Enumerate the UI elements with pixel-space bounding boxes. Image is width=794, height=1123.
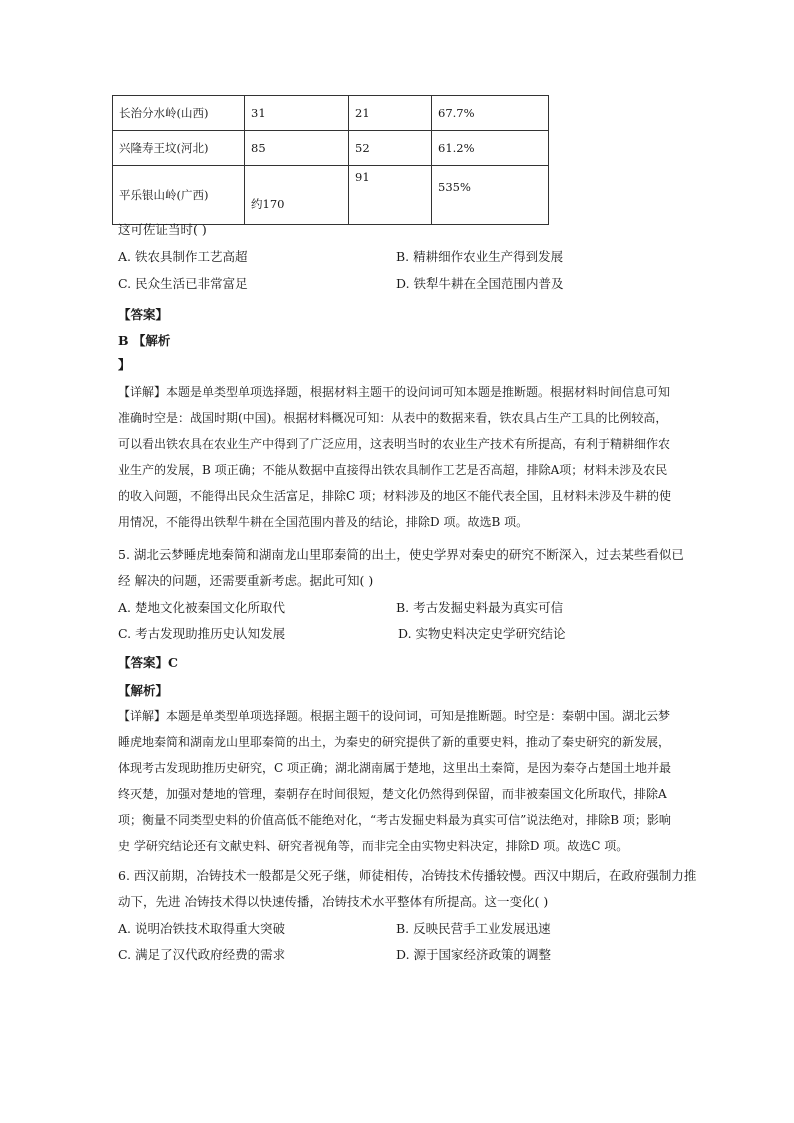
option-a: A. 楚地文化被秦国文化所取代 <box>118 600 285 615</box>
detail-line: 准确时空是：战国时期(中国)。根据材料概况可知：从表中的数据来看，铁农具占生产工具的比例较高， <box>118 411 668 425</box>
detail-line: 的收入问题，不能得出民众生活富足，排除C 项；材料涉及的地区不能代表全国，且材料未涉及牛耕的使 <box>118 489 672 503</box>
table-cell: 91 <box>349 166 432 225</box>
question-stem: 经 解决的问题，还需要重新考虑。据此可知( ) <box>118 573 374 588</box>
detail-line: 【详解】本题是单类型单项选择题，根据材料主题干的设问词可知本题是推断题。根据材料时间信息可知 <box>118 385 671 399</box>
bracket-close: 】 <box>118 357 131 372</box>
table-cell: 85 <box>245 131 349 166</box>
answer-line: 【答案】C <box>118 655 178 670</box>
table-row <box>113 96 549 131</box>
detail-line: 用情况，不能得出铁犁牛耕在全国范围内普及的结论，排除D 项。故选B 项。 <box>118 515 529 529</box>
question-stem: 5. 湖北云梦睡虎地秦简和湖南龙山里耶秦简的出土，使史学界对秦史的研究不断深入，过去某些看似已 <box>118 547 684 562</box>
option-c: C. 满足了汉代政府经费的需求 <box>118 947 286 962</box>
question-stem: 6. 西汉前期，冶铸技术一般都是父死子继，师徒相传，冶铸技术传播较慢。西汉中期后，在政府强制力推 <box>118 868 697 883</box>
detail-line: 终灭楚，加强对楚地的管理，秦朝存在时间很短，楚文化仍然得到保留，而非被秦国文化所取代，排除A <box>118 787 667 801</box>
table-cell: 21 <box>349 96 432 131</box>
detail-line: 可以看出铁农具在农业生产中得到了广泛应用，这表明当时的农业生产技术有所提高，有利于精耕细作农 <box>118 437 671 451</box>
option-b: B. 考古发掘史料最为真实可信 <box>396 600 564 615</box>
option-a: A. 说明冶铁技术取得重大突破 <box>118 921 285 936</box>
table-cell: 31 <box>245 96 349 131</box>
table-row <box>113 166 549 225</box>
table-cell: 平乐银山岭(广西) <box>113 166 245 225</box>
table-cell: 61.2% <box>432 131 549 166</box>
table-cell: 长治分水岭(山西) <box>113 96 245 131</box>
data-table <box>112 95 549 225</box>
table-cell: 约170 <box>245 166 349 225</box>
table-cell: 535% <box>432 166 549 225</box>
detail-line: 史 学研究结论还有文献史料、研究者视角等，而非完全由实物史料决定，排除D 项。故选C 项。 <box>118 839 629 853</box>
option-c: C. 考古发现助推历史认知发展 <box>118 626 286 641</box>
option-b: B. 反映民营手工业发展迅速 <box>396 921 551 936</box>
analysis-label: 【解析】 <box>118 683 169 698</box>
answer-label: 【答案】 <box>118 307 169 322</box>
table-cell: 52 <box>349 131 432 166</box>
table-cell: 兴隆寿王坟(河北) <box>113 131 245 166</box>
table-cell: 67.7% <box>432 96 549 131</box>
option-a: A. 铁农具制作工艺高超 <box>118 249 248 264</box>
table-row <box>113 131 549 166</box>
detail-line: 【详解】本题是单类型单项选择题。根据主题干的设问词，可知是推断题。时空是：秦朝中国。湖北云梦 <box>118 709 671 723</box>
detail-line: 睡虎地秦简和湖南龙山里耶秦简的出土，为秦史的研究提供了新的重要史料，推动了秦史研究的新发展， <box>118 735 671 749</box>
option-d: D. 实物史料决定史学研究结论 <box>398 626 566 641</box>
option-c: C. 民众生活已非常富足 <box>118 276 248 291</box>
option-d: D. 铁犁牛耕在全国范围内普及 <box>396 276 564 291</box>
option-b: B. 精耕细作农业生产得到发展 <box>396 249 564 264</box>
detail-line: 体现考古发现助推历史研究，C 项正确；湖北湖南属于楚地，这里出土秦简，是因为秦夺占楚国土地并最 <box>118 761 672 775</box>
detail-line: 业生产的发展，B 项正确；不能从数据中直接得出铁农具制作工艺是否高超，排除A项；材料未涉及农民 <box>118 463 668 477</box>
option-d: D. 源于国家经济政策的调整 <box>396 947 552 962</box>
answer-line: B 【解析 <box>118 333 171 348</box>
question-stem: 这可佐证当时( ) <box>118 222 207 237</box>
question-stem: 动下，先进 冶铸技术得以快速传播，冶铸技术水平整体有所提高。这一变化( ) <box>118 894 549 909</box>
detail-line: 项；衡量不同类型史料的价值高低不能绝对化，“考古发掘史料最为真实可信”说法绝对，排除B 项；影响 <box>118 813 671 827</box>
